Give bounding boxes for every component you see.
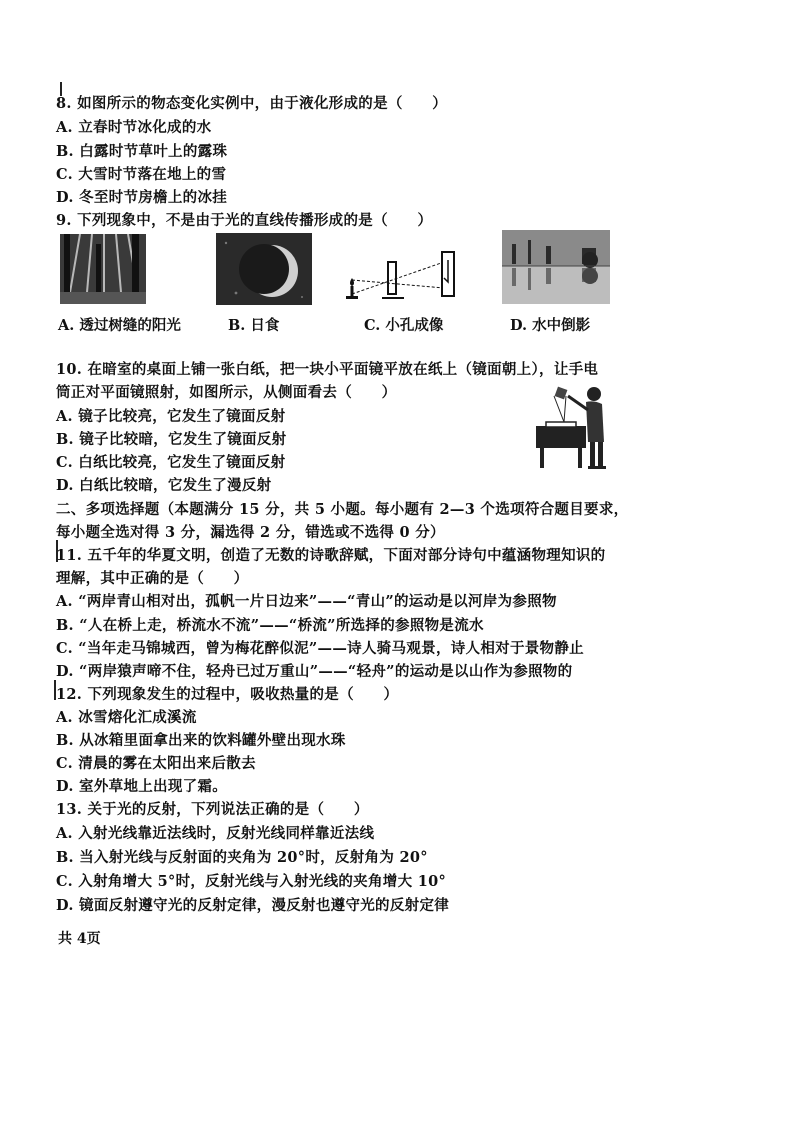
- q11-stem-line1: 11. 五千年的华夏文明，创造了无数的诗歌辞赋，下面对部分诗句中蕴涵物理知识的: [56, 547, 606, 564]
- q8-stem: 8. 如图所示的物态变化实例中，由于液化形成的是（ ）: [56, 95, 448, 112]
- q12-option-c: C. 清晨的雾在太阳出来后散去: [56, 755, 256, 772]
- q13-option-a: A. 入射光线靠近法线时，反射光线同样靠近法线: [56, 825, 375, 842]
- q9-caption-d: D. 水中倒影: [510, 317, 591, 334]
- q11-option-c: C. “当年走马锦城西，曾为梅花醉似泥”——诗人骑马观景，诗人相对于景物静止: [56, 640, 584, 657]
- page-count-footer: 共 4页: [58, 931, 101, 947]
- q11-stem-line2: 理解，其中正确的是（ ）: [56, 570, 249, 587]
- q12-option-b: B. 从冰箱里面拿出来的饮料罐外壁出现水珠: [56, 732, 346, 749]
- q9-caption-a: A. 透过树缝的阳光: [58, 317, 181, 334]
- section2-heading-line1: 二、多项选择题（本题满分 15 分，共 5 小题。每小题有 2—3 个选项符合题目要求，: [56, 501, 629, 518]
- q11-option-a: A. “两岸青山相对出，孤帆一片日边来”——“青山”的运动是以河岸为参照物: [56, 593, 557, 610]
- q13-option-b: B. 当入射光线与反射面的夹角为 20°时，反射角为 20°: [56, 849, 428, 866]
- section2-heading-line2: 每小题全选对得 3 分，漏选得 2 分，错选或不选得 0 分）: [56, 524, 445, 541]
- q8-option-b: B. 白露时节草叶上的露珠: [56, 143, 228, 160]
- q9-caption-b: B. 日食: [228, 317, 280, 334]
- q10-figure-flashlight-mirror: [532, 382, 616, 470]
- q10-stem-line1: 10. 在暗室的桌面上铺一张白纸，把一块小平面镜平放在纸上（镜面朝上），让手电: [56, 361, 599, 378]
- q10-option-a: A. 镜子比较亮，它发生了镜面反射: [56, 408, 286, 425]
- q10-option-b: B. 镜子比较暗，它发生了镜面反射: [56, 431, 287, 448]
- q10-option-d: D. 白纸比较暗，它发生了漫反射: [56, 477, 272, 494]
- q10-stem-line2: 筒正对平面镜照射，如图所示，从侧面看去（ ）: [56, 384, 397, 401]
- q9-figure-d-water-reflection: [502, 230, 610, 304]
- q13-stem: 13. 关于光的反射，下列说法正确的是（ ）: [56, 801, 369, 818]
- q10-option-c: C. 白纸比较亮，它发生了镜面反射: [56, 454, 286, 471]
- q12-option-a: A. 冰雪熔化汇成溪流: [56, 709, 197, 726]
- q8-option-c: C. 大雪时节落在地上的雪: [56, 166, 227, 183]
- q9-stem: 9. 下列现象中，不是由于光的直线传播形成的是（ ）: [56, 212, 433, 229]
- q12-stem: 12. 下列现象发生的过程中，吸收热量的是（ ）: [56, 686, 399, 703]
- q9-caption-c: C. 小孔成像: [364, 317, 444, 334]
- q9-figure-c-pinhole-camera: [338, 240, 468, 302]
- q9-figure-a-tree-sunlight: [60, 234, 146, 304]
- q13-option-c: C. 入射角增大 5°时，反射光线与入射光线的夹角增大 10°: [56, 873, 447, 890]
- q8-option-a: A. 立春时节冰化成的水: [56, 119, 212, 136]
- q8-option-d: D. 冬至时节房檐上的冰挂: [56, 189, 228, 206]
- q11-option-b: B. “人在桥上走，桥流水不流”——“桥流”所选择的参照物是流水: [56, 617, 484, 634]
- q13-option-d: D. 镜面反射遵守光的反射定律，漫反射也遵守光的反射定律: [56, 897, 450, 914]
- q12-option-d: D. 室外草地上出现了霜。: [56, 778, 228, 795]
- q11-option-d: D. “两岸猿声啼不住，轻舟已过万重山”——“轻舟”的运动是以山作为参照物的: [56, 663, 573, 680]
- q9-figure-b-eclipse: [216, 233, 312, 305]
